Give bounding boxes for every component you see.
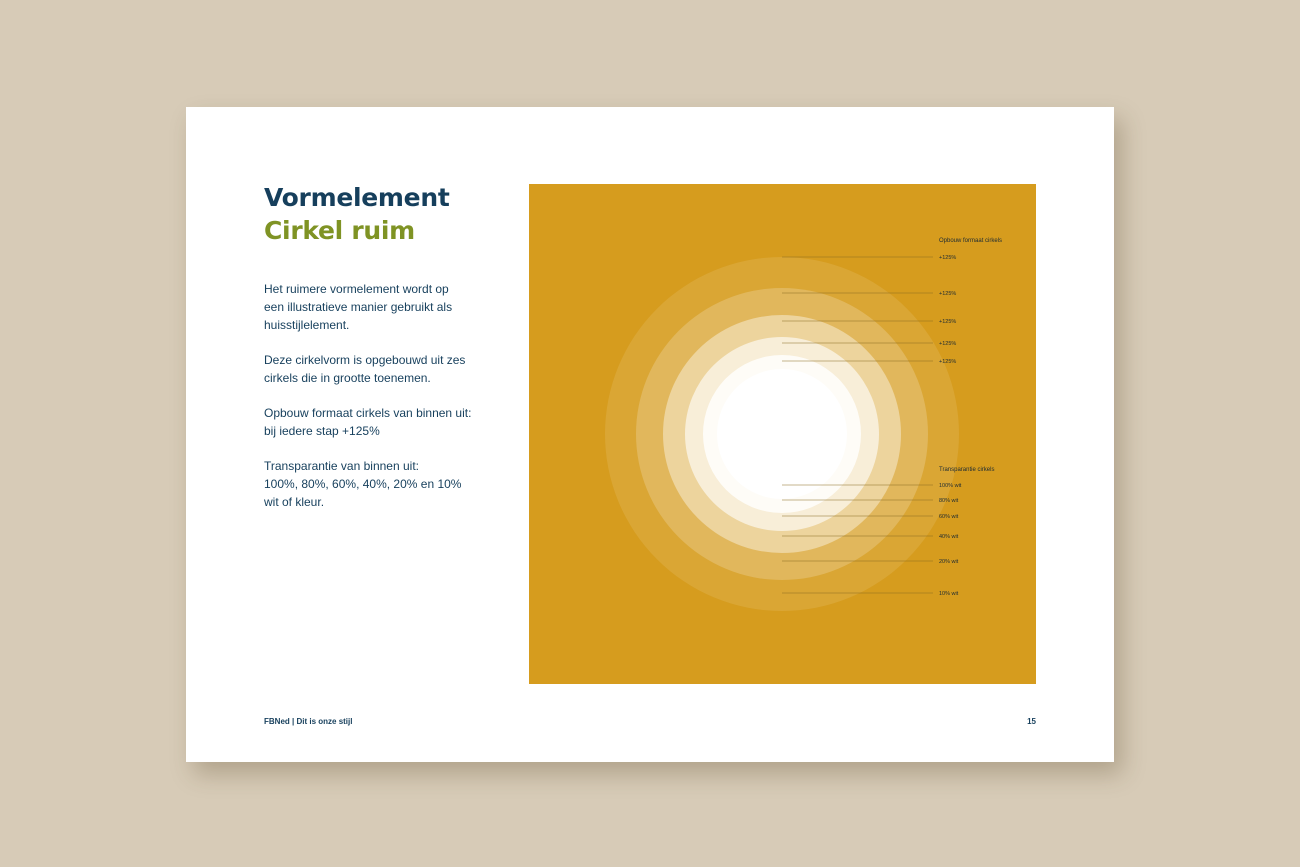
size-label: +125% [939, 341, 957, 347]
paragraph-structure: Deze cirkelvorm is opgebouwd uit zes cirkels die in grootte toenemen. [264, 353, 466, 385]
transparency-label: 20% wit [939, 559, 959, 565]
paragraph-intro: Het ruimere vormelement wordt op een illustratieve manier gebruikt als huisstijlelement. [264, 282, 453, 332]
paragraph-size: Opbouw formaat cirkels van binnen uit: bij iedere stap +125% [264, 406, 472, 438]
title-line-2: Cirkel ruim [264, 216, 415, 245]
footer-title: FBNed | Dit is onze stijl [264, 717, 353, 726]
size-label: +125% [939, 359, 957, 365]
circle-diagram [529, 184, 1036, 684]
circle-ring-6 [717, 369, 847, 499]
size-annotation-title: Opbouw formaat cirkels [939, 238, 1003, 244]
circle-graphic [529, 184, 1036, 684]
document-page [186, 107, 1114, 762]
transparency-label: 10% wit [939, 591, 959, 597]
body-text [264, 280, 504, 528]
transparency-annotation-title: Transparantie cirkels [939, 467, 995, 473]
paragraph-transparency: Transparantie van binnen uit: 100%, 80%, 60%, 40%, 20% en 10% wit of kleur. [264, 459, 462, 509]
title-line-1: Vormelement [264, 183, 450, 212]
size-label: +125% [939, 319, 957, 325]
page-number: 15 [1027, 717, 1036, 726]
transparency-label: 80% wit [939, 498, 959, 504]
page-title [264, 181, 449, 247]
transparency-label: 60% wit [939, 514, 959, 520]
transparency-label: 40% wit [939, 534, 959, 540]
size-label: +125% [939, 255, 957, 261]
transparency-label: 100% wit [939, 483, 962, 489]
size-label: +125% [939, 291, 957, 297]
